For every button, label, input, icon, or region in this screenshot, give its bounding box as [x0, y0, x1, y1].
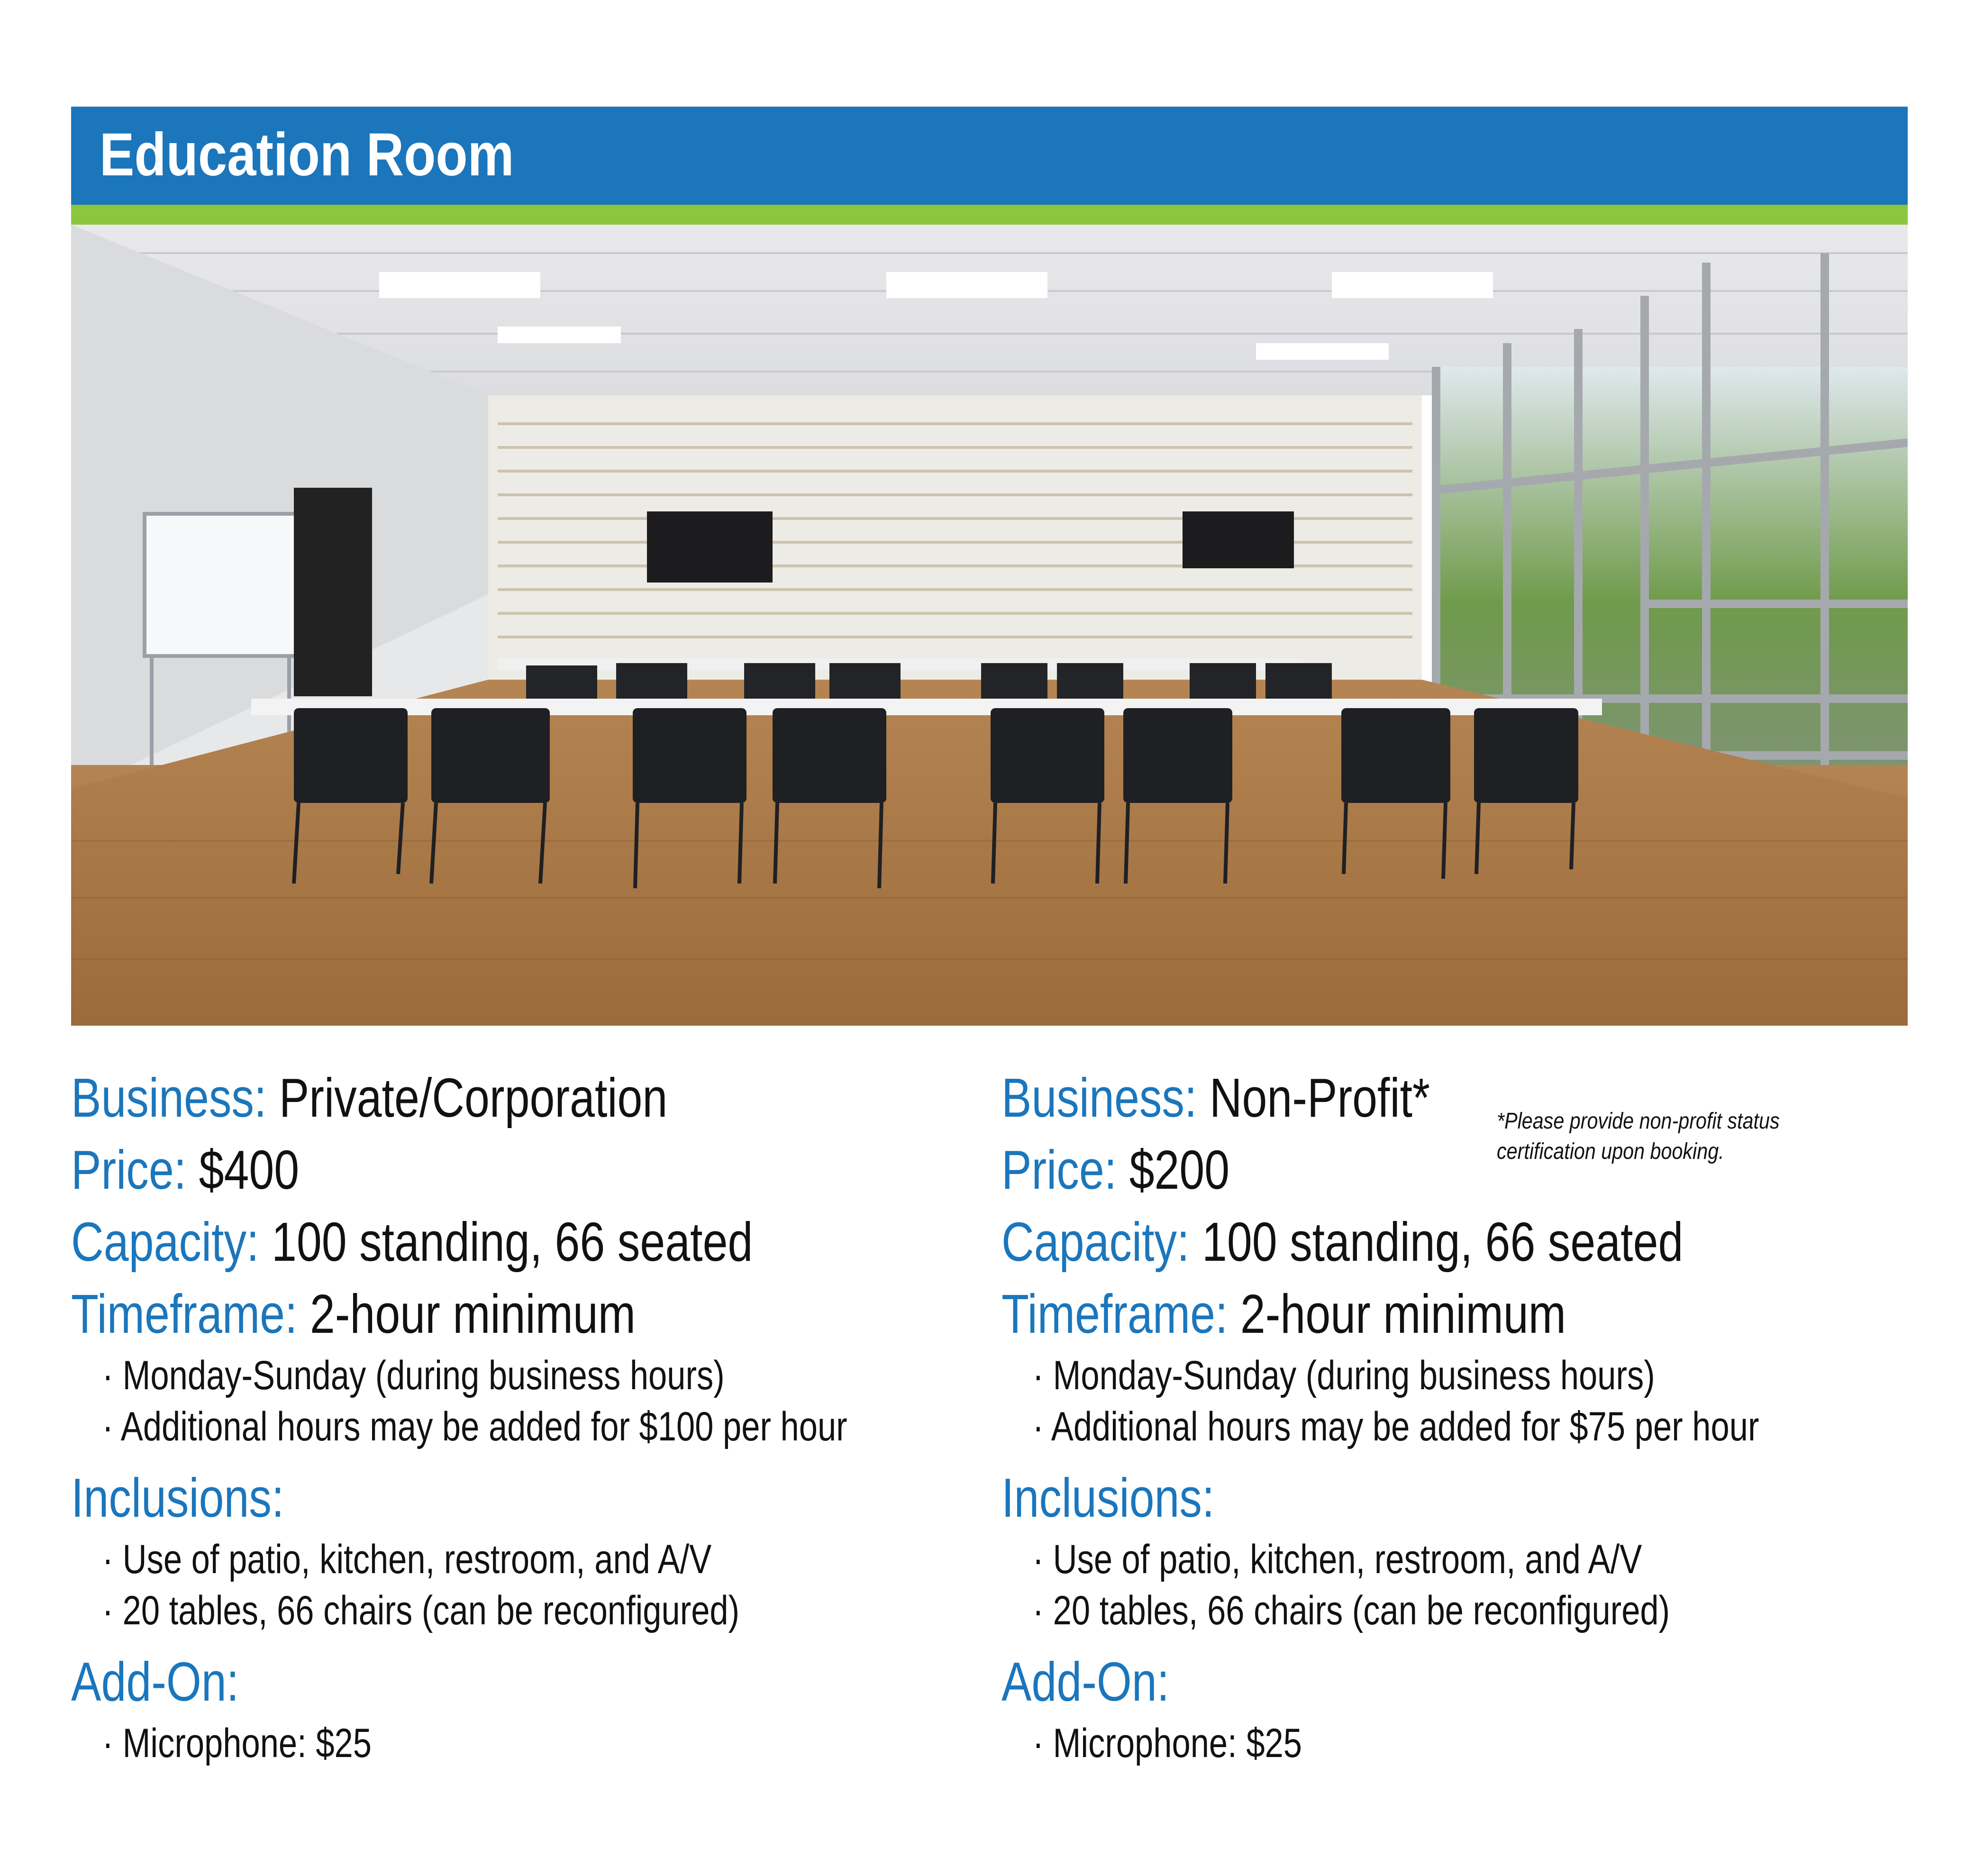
pricing-column-private	[71, 1062, 972, 1769]
inclusions-heading	[71, 1462, 810, 1534]
timeframe-label: Timeframe:	[1001, 1283, 1228, 1345]
list-item: · Microphone: $25	[1032, 1721, 1302, 1766]
footnote-line: *Please provide non-profit status	[1497, 1109, 1780, 1134]
footnote-line: certification upon booking.	[1497, 1139, 1724, 1164]
list-item: · Microphone: $25	[102, 1721, 372, 1766]
addon-label: Add-On:	[1001, 1651, 1170, 1712]
capacity-value: 100 standing, 66 seated	[1201, 1211, 1684, 1273]
accent-stripe	[71, 205, 1908, 225]
list-item: · Monday-Sunday (during business hours)	[1032, 1353, 1655, 1398]
room-photo	[71, 225, 1908, 1026]
list-item: · 20 tables, 66 chairs (can be reconfigured)	[1032, 1588, 1670, 1633]
header-banner	[71, 107, 1908, 205]
nonprofit-footnote	[1497, 1106, 1780, 1167]
capacity-value: 100 standing, 66 seated	[271, 1211, 753, 1273]
page-title: Education Room	[100, 121, 514, 189]
capacity-row	[1001, 1206, 1740, 1278]
timeframe-value: 2-hour minimum	[309, 1283, 636, 1345]
list-item: · 20 tables, 66 chairs (can be reconfigured)	[102, 1588, 740, 1633]
business-value: Non-Profit*	[1209, 1067, 1430, 1129]
timeframe-value: 2-hour minimum	[1240, 1283, 1566, 1345]
inclusions-label: Inclusions:	[1001, 1467, 1215, 1529]
capacity-label: Capacity:	[71, 1211, 259, 1273]
business-label: Business:	[1001, 1067, 1197, 1129]
inclusions-heading	[1001, 1462, 1740, 1534]
inclusions-label: Inclusions:	[71, 1467, 284, 1529]
price-label: Price:	[71, 1139, 187, 1201]
timeframe-row	[1001, 1278, 1740, 1350]
price-row	[71, 1134, 810, 1206]
addon-heading	[1001, 1646, 1740, 1718]
list-item: · Use of patio, kitchen, restroom, and A/V	[102, 1537, 712, 1582]
capacity-label: Capacity:	[1001, 1211, 1190, 1273]
business-row	[71, 1062, 810, 1134]
timeframe-row	[71, 1278, 810, 1350]
addon-label: Add-On:	[71, 1651, 239, 1712]
addon-heading	[71, 1646, 810, 1718]
business-value: Private/Corporation	[279, 1067, 668, 1129]
capacity-row	[71, 1206, 810, 1278]
business-label: Business:	[71, 1067, 267, 1129]
list-item: · Additional hours may be added for $100 per hour	[102, 1404, 847, 1449]
price-value: $200	[1129, 1139, 1230, 1201]
list-item: · Monday-Sunday (during business hours)	[102, 1353, 725, 1398]
pricing-column-nonprofit	[1001, 1062, 1902, 1769]
price-label: Price:	[1001, 1139, 1117, 1201]
list-item: · Additional hours may be added for $75 per hour	[1032, 1404, 1759, 1449]
list-item: · Use of patio, kitchen, restroom, and A/V	[1032, 1537, 1642, 1582]
price-value: $400	[199, 1139, 300, 1201]
timeframe-label: Timeframe:	[71, 1283, 298, 1345]
